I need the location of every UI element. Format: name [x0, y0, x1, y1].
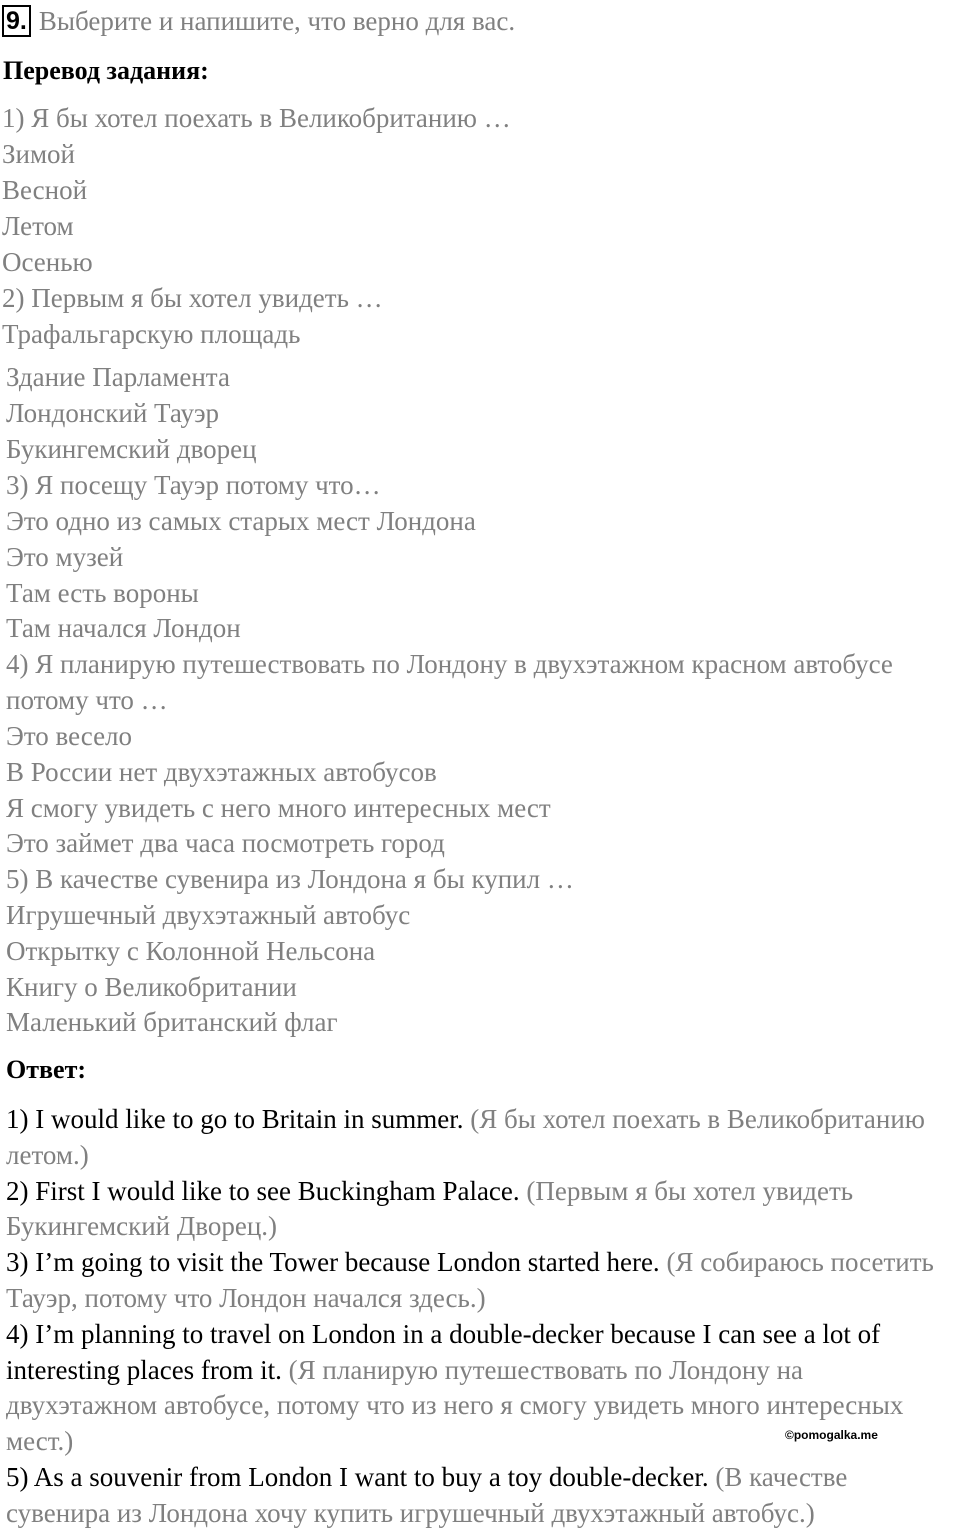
answer-russian-translation: (Я бы хотел поехать в Великобританию летом.): [6, 1104, 925, 1170]
translation-line: Зимой: [2, 139, 76, 169]
translation-line: Это одно из самых старых мест Лондона: [6, 506, 476, 536]
translation-line: Это весело: [6, 721, 133, 751]
translation-line: Книгу о Великобритании: [6, 972, 297, 1002]
answer-english-text: 3) I’m going to visit the Tower because London started here.: [6, 1247, 660, 1278]
task-header: [2, 4, 515, 38]
watermark: ©pomogalka.me: [785, 1428, 878, 1442]
translation-line: Это музей: [6, 542, 124, 572]
translation-line: В России нет двухэтажных автобусов: [6, 757, 437, 787]
translation-line: 4) Я планирую путешествовать по Лондону в двухэтажном красном автобусе: [6, 649, 893, 679]
translation-line: Я смогу увидеть с него много интересных мест: [6, 793, 551, 823]
translation-line: Летом: [2, 211, 74, 241]
translation-line: 5) В качестве сувенира из Лондона я бы купил …: [6, 864, 574, 894]
answer-heading: Ответ:: [6, 1055, 87, 1084]
translation-line: Это займет два часа посмотреть город: [6, 828, 445, 858]
answer-item: [6, 1102, 958, 1174]
translation-line: Весной: [2, 175, 88, 205]
answer-russian-translation: (Я собираюсь посетить Тауэр, потому что Лондон начался здесь.): [6, 1247, 934, 1313]
translation-line: потому что …: [6, 685, 168, 715]
answer-russian-translation: (В качестве сувенира из Лондона хочу купить игрушечный двухэтажный автобус.): [6, 1461, 848, 1528]
answer-russian-translation: (Я планирую путешествовать по Лондону на двухэтажном автобусе, потому что из него я смогу увидеть много интересных мест.): [6, 1354, 904, 1457]
answer-list: [6, 1102, 958, 1532]
answer-english-text: 1) I would like to go to Britain in summer.: [6, 1104, 464, 1134]
translation-line: 3) Я посещу Тауэр потому что…: [6, 470, 381, 500]
task-instruction: Выберите и напишите, что верно для вас.: [38, 5, 516, 36]
translation-line: Здание Парламента: [6, 362, 230, 392]
translation-line: Открытку с Колонной Нельсона: [6, 936, 376, 966]
translation-line: Там есть вороны: [6, 578, 199, 608]
translation-line: Букингемский дворец: [6, 434, 257, 464]
answer-russian-translation: (Первым я бы хотел увидеть Букингемский Дворец.): [6, 1175, 854, 1242]
answer-item: [6, 1174, 958, 1246]
answer-item: [6, 1245, 958, 1317]
translation-line: Там начался Лондон: [6, 613, 241, 643]
translation-line: Трафальгарскую площадь: [2, 319, 301, 349]
translation-line: Лондонский Тауэр: [6, 398, 220, 428]
translation-line: Маленький британский флаг: [6, 1007, 338, 1037]
translation-heading: Перевод задания:: [3, 56, 209, 85]
answer-item: [6, 1460, 958, 1532]
answer-english-text: 2) First I would like to see Buckingham Palace.: [6, 1175, 520, 1206]
answer-english-text: 4) I’m planning to travel on London in a double-decker because I can see a lot of interesting places from it.: [6, 1318, 881, 1385]
translation-line: 1) Я бы хотел поехать в Великобританию …: [2, 103, 511, 133]
translation-line: 2) Первым я бы хотел увидеть …: [2, 283, 383, 313]
task-number: 9.: [2, 5, 31, 37]
translation-line: Осенью: [2, 247, 93, 277]
answer-english-text: 5) As a souvenir from London I want to buy a toy double-decker.: [6, 1461, 709, 1492]
translation-line: Игрушечный двухэтажный автобус: [6, 900, 411, 930]
